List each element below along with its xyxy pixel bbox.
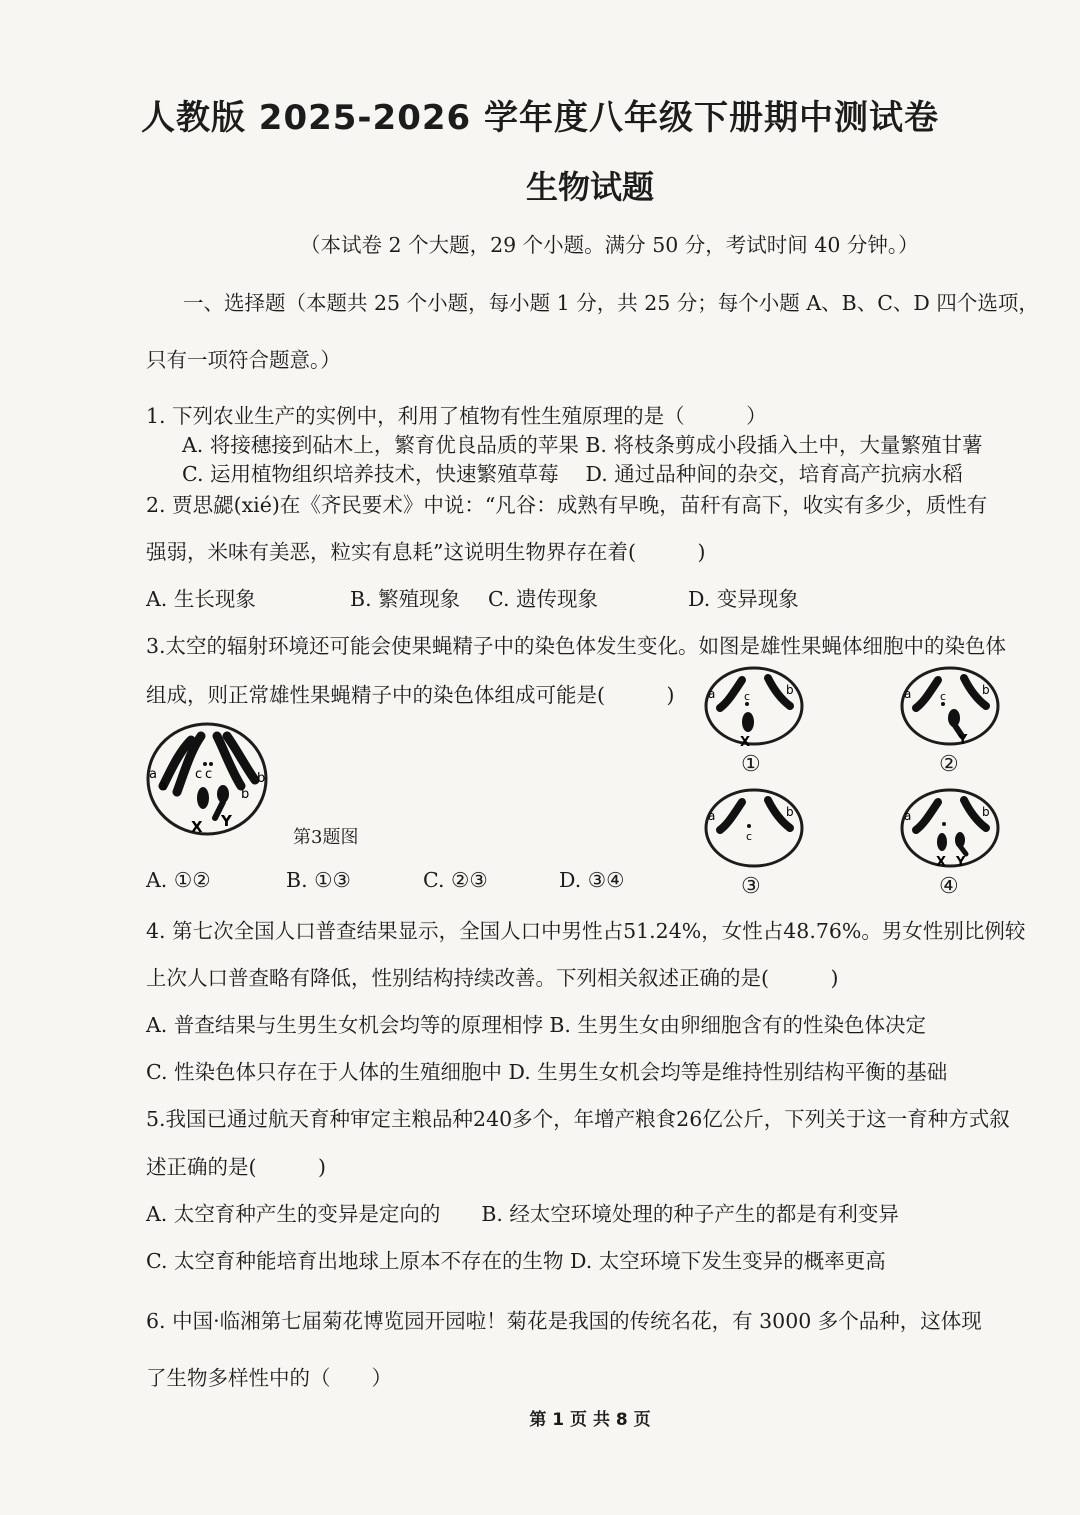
q3-sperm-cell-4: [898, 786, 1008, 872]
svg-text:X: X: [740, 735, 751, 750]
svg-text:Y: Y: [958, 733, 968, 748]
q6-stem: 6. 中国·临湘第七届菊花博览园开园啦！菊花是我国的传统名花，有 3000 多个品种，这体现: [146, 1309, 982, 1333]
q3-figure-caption: 第3题图: [293, 827, 359, 848]
q2-option-c: C. 遗传现象: [488, 587, 598, 611]
page-footer: 第 1 页 共 8 页: [529, 1410, 651, 1430]
q5-options-line2: C. 太空育种能培育出地球上原本不存在的生物 D. 太空环境下发生变异的概率更高: [146, 1249, 886, 1273]
allele-label: c: [205, 767, 213, 782]
q3-sperm-cell-1: [702, 664, 812, 750]
q1-options-line2: C. 运用植物组织培养技术，快速繁殖草莓 D. 通过品种间的杂交，培育高产抗病水稻: [182, 462, 963, 486]
allele-label: b: [241, 787, 250, 802]
q3-stem: 3.太空的辐射环境还可能会使果蝇精子中的染色体发生变化。如图是雄性果蝇体细胞中的染色体: [146, 634, 1007, 658]
q3-somatic-cell-figure: [145, 720, 273, 838]
svg-text:c: c: [744, 690, 751, 703]
sex-chromosome-label: Y: [221, 812, 232, 830]
svg-text:b: b: [982, 805, 990, 819]
q3-option-b: B. ①③: [286, 868, 351, 892]
q1-stem: 1. 下列农业生产的实例中，利用了植物有性生殖原理的是（ ）: [146, 404, 767, 428]
svg-text:a: a: [708, 687, 716, 701]
q5-stem-cont: 述正确的是( ): [146, 1155, 326, 1179]
q4-stem: 4. 第七次全国人口普查结果显示，全国人口中男性占51.24%，女性占48.76%。男女性别比例较: [146, 919, 1026, 943]
q3-option-d: D. ③④: [559, 868, 625, 892]
exam-note: （本试卷 2 个大题，29 个小题。满分 50 分，考试时间 40 分钟。）: [300, 233, 919, 257]
q3-option-c: C. ②③: [423, 868, 488, 892]
allele-label: a: [149, 767, 157, 782]
subject-title: 生物试题: [525, 168, 654, 206]
svg-text:a: a: [904, 687, 912, 701]
svg-text:c: c: [746, 830, 753, 843]
svg-text:b: b: [786, 805, 794, 819]
q3-cell-label-2: ②: [939, 752, 959, 777]
q4-options-line2: C. 性染色体只存在于人体的生殖细胞中 D. 生男生女机会均等是维持性别结构平衡的基础: [146, 1060, 948, 1084]
q5-stem: 5.我国已通过航天育种审定主粮品种240多个，年增产粮食26亿公斤，下列关于这一育种方式叙: [146, 1107, 1010, 1131]
sex-chromosome-label: X: [191, 818, 203, 836]
q3-cell-label-1: ①: [741, 752, 761, 777]
svg-text:c: c: [940, 690, 947, 703]
allele-label: c: [195, 767, 203, 782]
q3-stem-cont: 组成，则正常雄性果蝇精子中的染色体组成可能是( ): [146, 683, 675, 707]
section-heading-cont: 只有一项符合题意。）: [146, 348, 341, 372]
q3-sperm-cell-3: [702, 786, 812, 872]
q2-stem: 2. 贾思勰(xié)在《齐民要术》中说：“凡谷：成熟有早晚，苗秆有高下，收实有多少，质性有: [146, 493, 988, 517]
q3-cell-label-4: ④: [939, 874, 959, 899]
svg-text:Y: Y: [956, 855, 966, 870]
q3-option-a: A. ①②: [146, 868, 211, 892]
allele-label: a: [159, 779, 167, 794]
exam-title: 人教版 2025-2026 学年度八年级下册期中测试卷: [140, 98, 940, 138]
svg-text:a: a: [708, 809, 716, 823]
q4-stem-cont: 上次人口普查略有降低，性别结构持续改善。下列相关叙述正确的是( ): [146, 966, 839, 990]
q2-stem-cont: 强弱，米味有美恶，粒实有息耗”这说明生物界存在着( ): [146, 540, 706, 564]
section-heading: 一、选择题（本题共 25 个小题，每小题 1 分，共 25 分；每个小题 A、B、C、D 四个选项，: [183, 291, 1039, 315]
q1-options-line1: A. 将接穗接到砧木上，繁育优良品质的苹果 B. 将枝条剪成小段插入土中，大量繁殖甘薯: [182, 433, 983, 457]
q3-cell-label-3: ③: [741, 874, 761, 899]
q2-option-d: D. 变异现象: [688, 587, 799, 611]
svg-text:b: b: [786, 683, 794, 697]
q4-options-line1: A. 普查结果与生男生女机会均等的原理相悖 B. 生男生女由卵细胞含有的性染色体决定: [146, 1013, 926, 1037]
q5-options-line1: A. 太空育种产生的变异是定向的 B. 经太空环境处理的种子产生的都是有利变异: [146, 1202, 899, 1226]
svg-text:b: b: [982, 683, 990, 697]
q2-option-b: B. 繁殖现象: [350, 587, 461, 611]
allele-label: b: [257, 771, 266, 786]
q2-option-a: A. 生长现象: [146, 587, 256, 611]
q6-stem-cont: 了生物多样性中的（ ）: [146, 1366, 392, 1390]
svg-text:X: X: [936, 855, 947, 870]
svg-text:a: a: [904, 809, 912, 823]
q3-sperm-cell-2: [898, 664, 1008, 750]
